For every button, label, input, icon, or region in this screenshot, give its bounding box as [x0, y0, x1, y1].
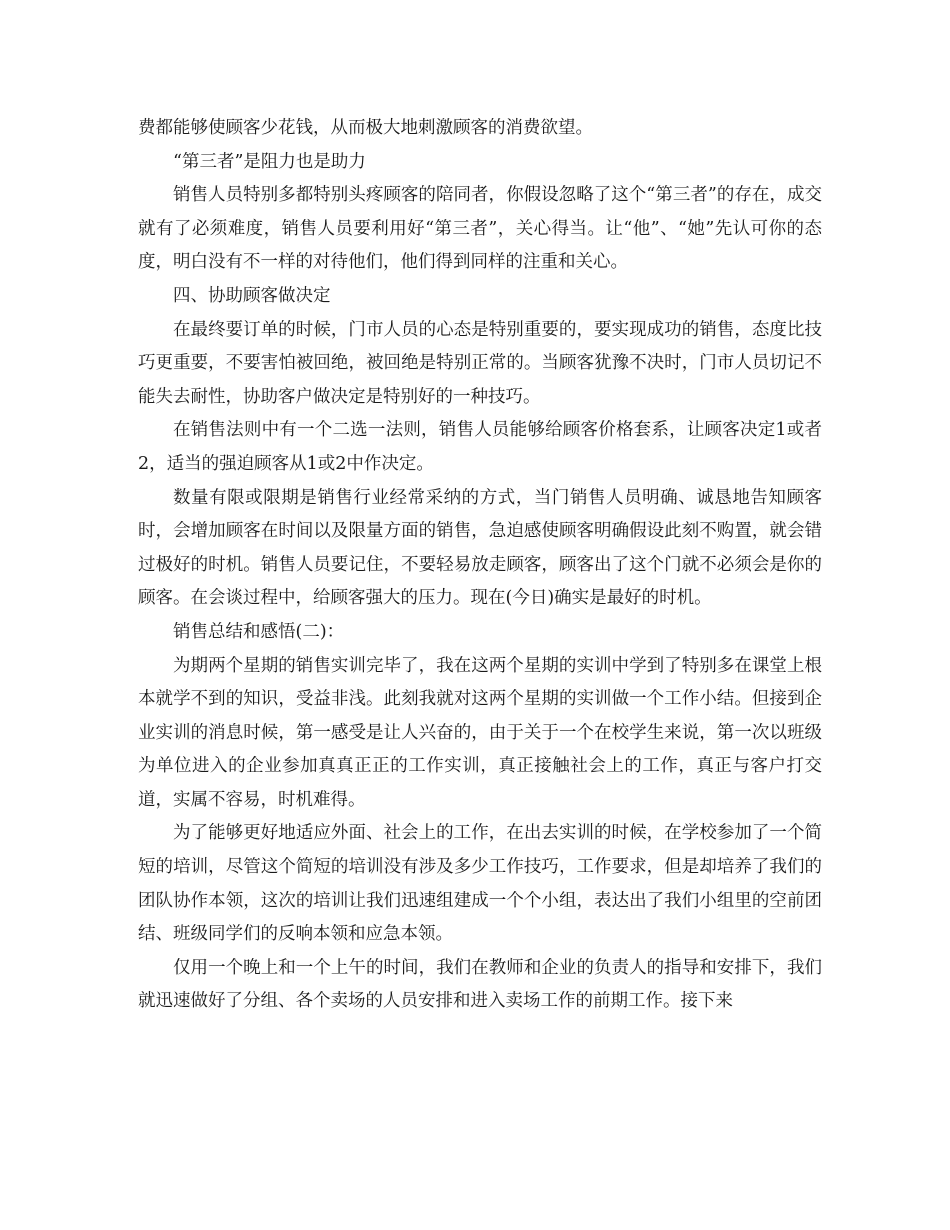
paragraph: 数量有限或限期是销售行业经常采纳的方式，当门销售人员明确、诚恳地告知顾客时，会增加顾客在时间以及限量方面的销售，急迫感使顾客明确假设此刻不购置，就会错过极好的时机。销售人员要记住，不要轻易放走顾客，顾客出了这个门就不必须会是你的顾客。在会谈过程中，给顾客强大的压力。现在(今日)确实是最好的时机。 [138, 487, 822, 609]
paragraph: 仅用一个晚上和一个上午的时间，我们在教师和企业的负责人的指导和安排下，我们就迅速做好了分组、各个卖场的人员安排和进入卖场工作的前期工作。接下来 [138, 957, 822, 1012]
section-heading-third-party: “第三者”是阻力也是助力 [173, 151, 366, 172]
section-heading-summary-2: 销售总结和感悟(二)： [173, 621, 345, 642]
paragraph-continuation: 费都能够使顾客少花钱，从而极大地刺激顾客的消费欲望。 [138, 118, 593, 138]
document-body [138, 112, 822, 1019]
section-heading-decision: 四、协助顾客做决定 [173, 285, 331, 306]
paragraph: 为期两个星期的销售实训完毕了，我在这两个星期的实训中学到了特别多在课堂上根本就学不到的知识，受益非浅。此刻我就对这两个星期的实训做一个工作小结。但接到企业实训的消息时候，第一感受是让人兴奋的，由于关于一个在校学生来说，第一次以班级为单位进入的企业参加真真正正的工作实训，真正接触社会上的工作，真正与客户打交道，实属不容易，时机难得。 [138, 655, 822, 810]
paragraph: 在最终要订单的时候，门市人员的心态是特别重要的，要实现成功的销售，态度比技巧更重要，不要害怕被回绝，被回绝是特别正常的。当顾客犹豫不决时，门市人员切记不能失去耐性，协助客户做决定是特别好的一种技巧。 [138, 319, 822, 407]
paragraph: 在销售法则中有一个二选一法则，销售人员能够给顾客价格套系，让顾客决定1或者2，适当的强迫顾客从1或2中作决定。 [138, 420, 822, 474]
paragraph: 销售人员特别多都特别头疼顾客的陪同者，你假设忽略了这个“第三者”的存在，成交就有了必须难度，销售人员要利用好“第三者”，关心得当。让“他”、“她”先认可你的态度，明白没有不一样的对待他们，他们得到同样的注重和关心。 [138, 185, 822, 273]
paragraph: 为了能够更好地适应外面、社会上的工作，在出去实训的时候，在学校参加了一个简短的培训，尽管这个简短的培训没有涉及多少工作技巧，工作要求，但是却培养了我们的团队协作本领，这次的培训让我们迅速组建成一个个小组，表达出了我们小组里的空前团结、班级同学们的反响本领和应急本领。 [138, 823, 822, 945]
